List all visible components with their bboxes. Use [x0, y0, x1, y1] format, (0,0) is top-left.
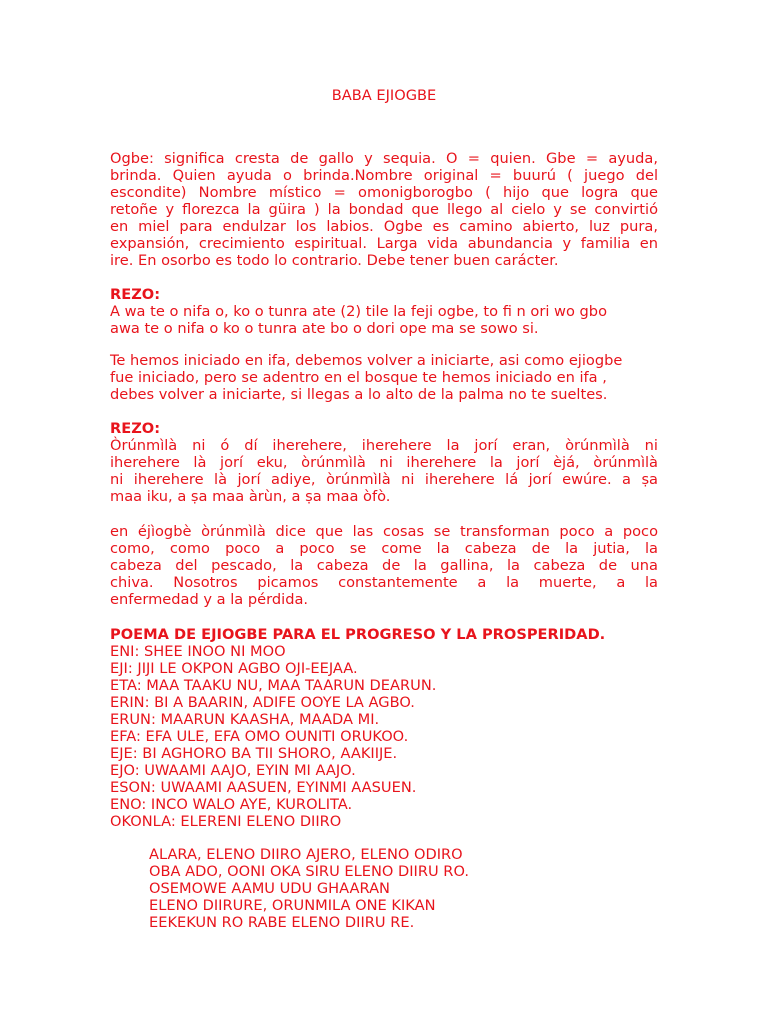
poem-line: ERIN: BI A BAARIN, ADIFE OOYE LA AGBO. — [110, 694, 415, 711]
intro-paragraph — [110, 150, 658, 269]
rezo-2-line: Òrúnmìlà ni ó dí iherehere, iherehere la jorí eran, òrúnmìlà ni — [110, 437, 658, 454]
rezo-2-section — [110, 420, 658, 505]
explanation-line: cabeza del pescado, la cabeza de la gallina, la cabeza de una — [110, 557, 658, 574]
rezo-2-line: iherehere là jorí eku, òrúnmìlà ni iherehere la jorí èjá, òrúnmìlà — [110, 454, 658, 471]
poem-indented-line: ALARA, ELENO DIIRO AJERO, ELENO ODIRO — [149, 846, 463, 863]
translation-line: Te hemos iniciado en ifa, debemos volver a iniciarte, asi como ejiogbe — [110, 352, 623, 369]
intro-line: ire. En osorbo es todo lo contrario. Debe tener buen carácter. — [110, 252, 559, 269]
poem-section — [110, 626, 658, 830]
poem-line: ENO: INCO WALO AYE, KUROLITA. — [110, 796, 353, 813]
intro-line: brinda. Quien ayuda o brinda.Nombre original = buurú ( juego del — [110, 167, 658, 184]
poem-indented-line: OBA ADO, OONI OKA SIRU ELENO DIIRU RO. — [149, 863, 469, 880]
rezo-1-line: awa te o nifa o ko o tunra ate bo o dori ope ma se sowo si. — [110, 320, 539, 337]
intro-line: expansión, crecimiento espiritual. Larga vida abundancia y familia en — [110, 235, 658, 252]
explanation-line: como, como poco a poco se come la cabeza de la jutia, la — [110, 540, 658, 557]
rezo-1-heading: REZO: — [110, 286, 161, 303]
poem-indented-line: EEKEKUN RO RABE ELENO DIIRU RE. — [149, 914, 415, 931]
explanation-line: en éjìogbè òrúnmìlà dice que las cosas se transforman poco a poco — [110, 523, 658, 540]
poem-line: EJO: UWAAMI AAJO, EYIN MI AAJO. — [110, 762, 356, 779]
rezo-2-line: maa iku, a ṣa maa àrùn, a ṣa maa òfò. — [110, 488, 391, 505]
poem-line: OKONLA: ELERENI ELENO DIIRO — [110, 813, 342, 830]
poem-heading: POEMA DE EJIOGBE PARA EL PROGRESO Y LA PROSPERIDAD. — [110, 626, 606, 643]
poem-line: ENI: SHEE INOO NI MOO — [110, 643, 286, 660]
rezo-2-heading: REZO: — [110, 420, 161, 437]
rezo-1-section — [110, 286, 658, 337]
explanation-line: enfermedad y a la pérdida. — [110, 591, 309, 608]
intro-line: Ogbe: significa cresta de gallo y sequia. O = quien. Gbe = ayuda, — [110, 150, 658, 167]
poem-line: ERUN: MAARUN KAASHA, MAADA MI. — [110, 711, 380, 728]
intro-line: escondite) Nombre místico = omonigborogbo ( hijo que logra que — [110, 184, 658, 201]
explanation-paragraph — [110, 523, 658, 608]
poem-line: ESON: UWAAMI AASUEN, EYINMI AASUEN. — [110, 779, 417, 796]
poem-line: EFA: EFA ULE, EFA OMO OUNITI ORUKOO. — [110, 728, 409, 745]
poem-indented-line: ELENO DIIRURE, ORUNMILA ONE KIKAN — [149, 897, 436, 914]
poem-line: ETA: MAA TAAKU NU, MAA TAARUN DEARUN. — [110, 677, 437, 694]
poem-line: EJE: BI AGHORO BA TII SHORO, AAKIIJE. — [110, 745, 398, 762]
page-title: BABA EJIOGBE — [331, 87, 437, 104]
poem-indented-line: OSEMOWE AAMU UDU GHAARAN — [149, 880, 390, 897]
rezo-2-line: ni iherehere là jorí adiye, òrúnmìlà ni iherehere lá jorí ewúre. a ṣa — [110, 471, 658, 488]
translation-line: fue iniciado, pero se adentro en el bosque te hemos iniciado en ifa , — [110, 369, 607, 386]
intro-line: retoñe y florezca la güira ) la bondad que llego al cielo y se convirtió — [110, 201, 658, 218]
translation-line: debes volver a iniciarte, si llegas a lo alto de la palma no te sueltes. — [110, 386, 608, 403]
poem-indented-section — [149, 846, 629, 931]
poem-line: EJI: JIJI LE OKPON AGBO OJI-EEJAA. — [110, 660, 358, 677]
explanation-line: chiva. Nosotros picamos constantemente a la muerte, a la — [110, 574, 658, 591]
translation-paragraph — [110, 352, 658, 403]
rezo-1-line: A wa te o nifa o, ko o tunra ate (2) tile la feji ogbe, to fi n ori wo gbo — [110, 303, 607, 320]
intro-line: en miel para endulzar los labios. Ogbe es camino abierto, luz pura, — [110, 218, 658, 235]
